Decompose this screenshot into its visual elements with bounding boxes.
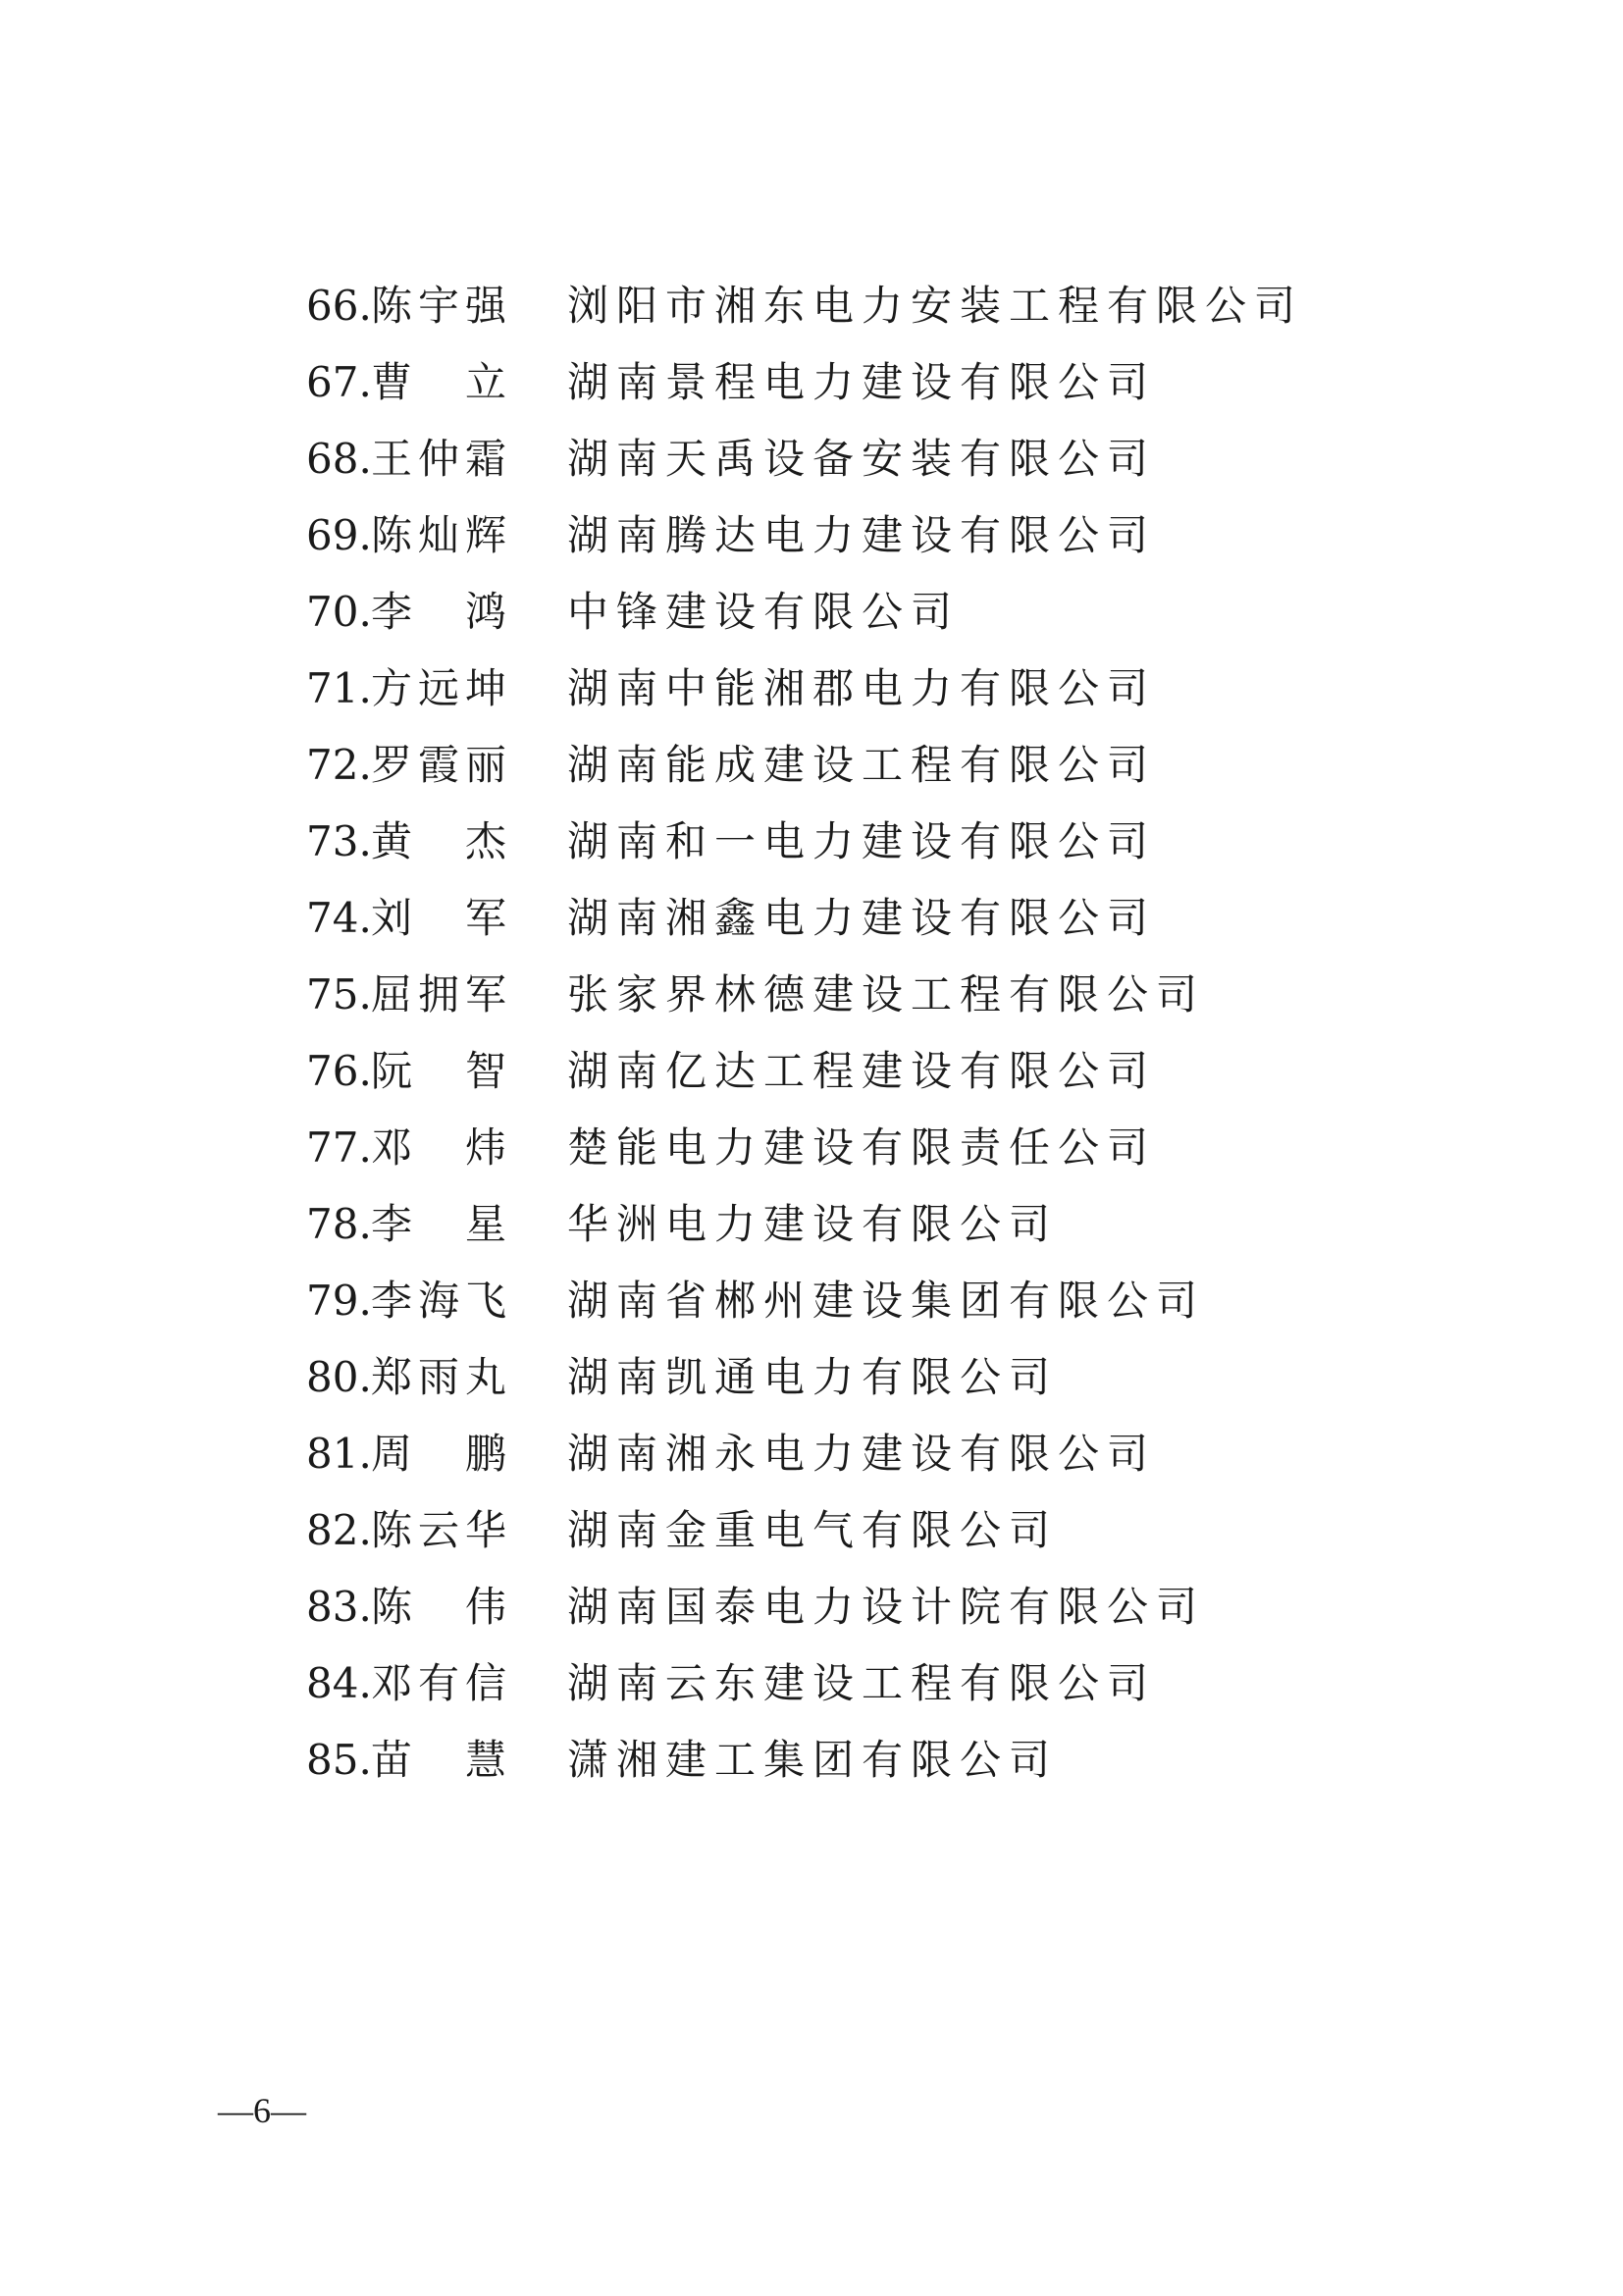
item-number: 71.	[306, 664, 372, 712]
person-name: 阮 智	[371, 1047, 513, 1095]
person-name: 陈灿辉	[371, 511, 513, 559]
list-item	[306, 1501, 1386, 1560]
company-name: 湖南和一电力建设有限公司	[567, 817, 1157, 865]
list-item	[306, 965, 1386, 1024]
company-name: 湖南湘永电力建设有限公司	[567, 1430, 1157, 1478]
company-name: 中锋建设有限公司	[567, 588, 961, 636]
list-item	[306, 583, 1386, 642]
item-number: 69.	[306, 511, 372, 559]
list-item	[306, 1119, 1386, 1177]
item-number: 68.	[306, 435, 372, 483]
person-name: 李海飞	[371, 1277, 513, 1325]
company-name: 湖南国泰电力设计院有限公司	[567, 1583, 1206, 1631]
person-name: 罗霞丽	[371, 741, 513, 789]
person-name: 陈云华	[371, 1506, 513, 1554]
company-name: 湖南天禹设备安装有限公司	[567, 435, 1157, 483]
company-name: 湖南能成建设工程有限公司	[567, 741, 1157, 789]
item-number: 72.	[306, 741, 372, 789]
company-name: 湖南凯通电力有限公司	[567, 1353, 1059, 1401]
person-name: 郑雨丸	[371, 1353, 513, 1401]
company-name: 浏阳市湘东电力安装工程有限公司	[567, 282, 1304, 330]
list-item	[306, 1578, 1386, 1637]
list-item	[306, 430, 1386, 489]
item-number: 73.	[306, 817, 372, 865]
person-name: 屈拥军	[371, 970, 513, 1018]
person-name: 黄 杰	[371, 817, 513, 865]
company-name: 湖南腾达电力建设有限公司	[567, 511, 1157, 559]
company-name: 湖南省郴州建设集团有限公司	[567, 1277, 1206, 1325]
person-name: 李 星	[371, 1200, 513, 1248]
item-number: 79.	[306, 1277, 372, 1325]
item-number: 84.	[306, 1659, 372, 1707]
list-item	[306, 1272, 1386, 1331]
person-name: 邓有信	[371, 1659, 513, 1707]
person-name: 邓 炜	[371, 1123, 513, 1172]
person-name: 苗 慧	[371, 1736, 513, 1784]
company-name: 湖南中能湘郡电力有限公司	[567, 664, 1157, 712]
company-name: 潇湘建工集团有限公司	[567, 1736, 1059, 1784]
list-item	[306, 659, 1386, 718]
list-item	[306, 1348, 1386, 1407]
item-number: 85.	[306, 1736, 372, 1784]
list-item	[306, 889, 1386, 948]
item-number: 82.	[306, 1506, 372, 1554]
item-number: 70.	[306, 588, 372, 636]
page-number: —6—	[218, 2091, 306, 2130]
person-name: 陈宇强	[371, 282, 513, 330]
company-name: 湖南景程电力建设有限公司	[567, 358, 1157, 406]
item-number: 78.	[306, 1200, 372, 1248]
item-number: 80.	[306, 1353, 372, 1401]
company-name: 湖南亿达工程建设有限公司	[567, 1047, 1157, 1095]
company-name: 楚能电力建设有限责任公司	[567, 1123, 1157, 1172]
person-name: 刘 军	[371, 894, 513, 942]
person-name: 李 鸿	[371, 588, 513, 636]
list-item	[306, 1731, 1386, 1790]
item-number: 77.	[306, 1123, 372, 1172]
list-item	[306, 353, 1386, 412]
item-number: 66.	[306, 282, 372, 330]
item-number: 76.	[306, 1047, 372, 1095]
list-item	[306, 1042, 1386, 1101]
list-item	[306, 1425, 1386, 1484]
list-item	[306, 1654, 1386, 1713]
company-name: 华洲电力建设有限公司	[567, 1200, 1059, 1248]
item-number: 75.	[306, 970, 372, 1018]
person-name: 曹 立	[371, 358, 513, 406]
person-name: 王仲霜	[371, 435, 513, 483]
list-item	[306, 506, 1386, 565]
list-item	[306, 1195, 1386, 1254]
company-name: 湖南云东建设工程有限公司	[567, 1659, 1157, 1707]
person-name: 周 鹏	[371, 1430, 513, 1478]
item-number: 67.	[306, 358, 372, 406]
list-item	[306, 277, 1386, 336]
list-item	[306, 736, 1386, 795]
company-name: 湖南湘鑫电力建设有限公司	[567, 894, 1157, 942]
list-item	[306, 812, 1386, 871]
person-name: 陈 伟	[371, 1583, 513, 1631]
company-name: 张家界林德建设工程有限公司	[567, 970, 1206, 1018]
company-name: 湖南金重电气有限公司	[567, 1506, 1059, 1554]
item-number: 81.	[306, 1430, 372, 1478]
item-number: 74.	[306, 894, 372, 942]
item-number: 83.	[306, 1583, 372, 1631]
person-name: 方远坤	[371, 664, 513, 712]
